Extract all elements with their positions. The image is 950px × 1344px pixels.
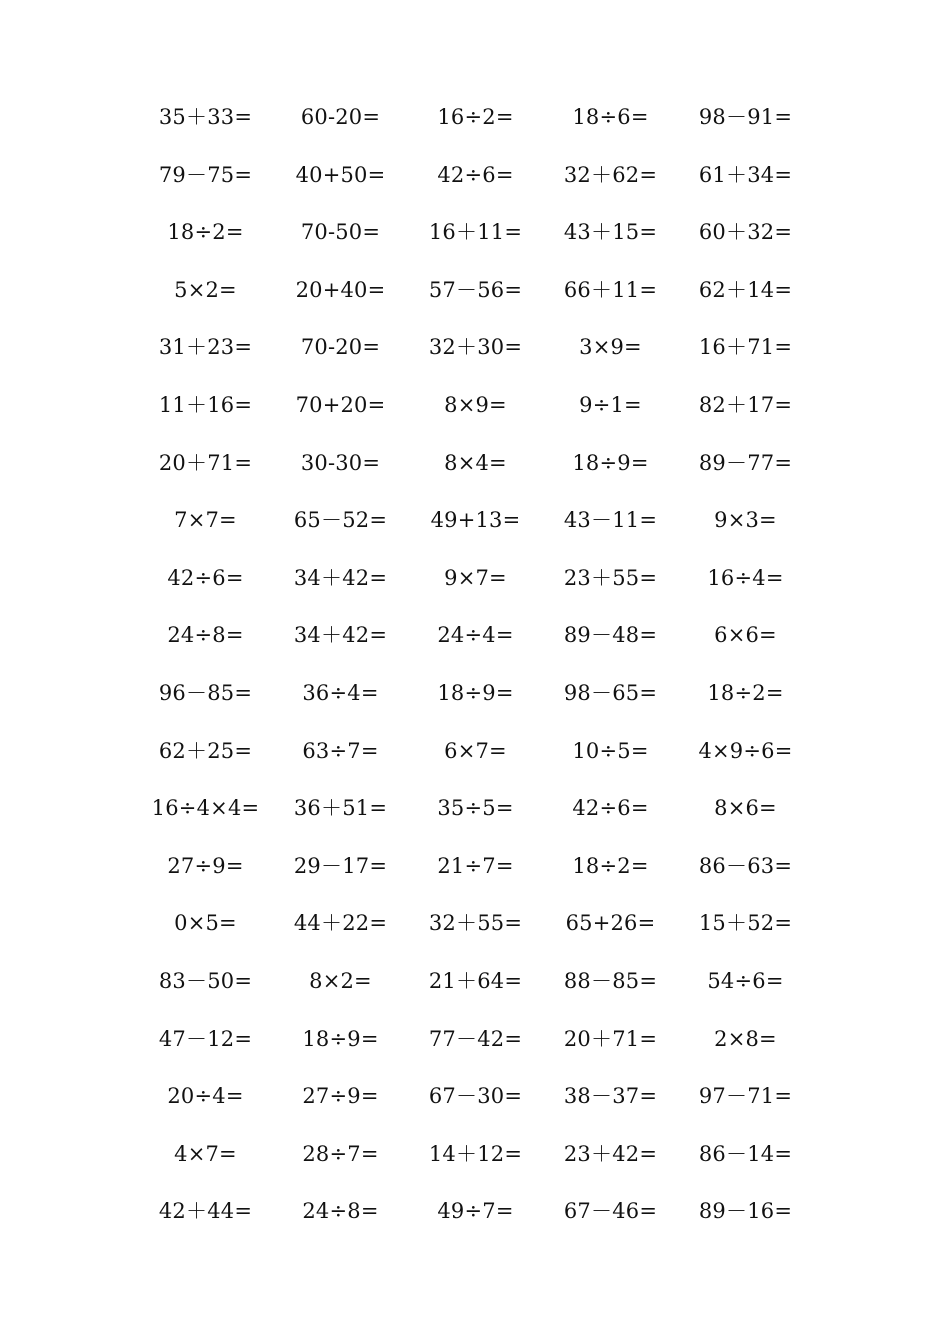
problem-row	[138, 550, 813, 608]
math-problem: 83－50=	[158, 968, 253, 993]
math-problem: 43－11=	[563, 508, 658, 533]
math-problem: 70+20=	[295, 392, 386, 417]
problem-row	[138, 953, 813, 1011]
math-problem: 54÷6=	[707, 968, 784, 993]
math-problem: 18÷9=	[572, 450, 649, 475]
math-problem: 8×4=	[444, 450, 507, 475]
problem-row	[138, 780, 813, 838]
math-problem: 10÷5=	[572, 738, 649, 763]
math-problem: 18÷9=	[302, 1026, 379, 1051]
math-problem: 16÷4=	[707, 565, 784, 590]
math-problem: 89－48=	[563, 623, 658, 648]
math-problem: 67－46=	[563, 1199, 658, 1224]
math-problem: 35＋33=	[158, 105, 253, 129]
math-problem: 43＋15=	[563, 220, 658, 245]
problem-row	[138, 1011, 813, 1069]
math-problem: 65－52=	[293, 508, 388, 533]
math-problem: 66＋11=	[563, 277, 658, 302]
problem-row	[138, 377, 813, 435]
problem-row	[138, 319, 813, 377]
math-problem: 32＋62=	[563, 162, 658, 187]
math-problem: 67－30=	[428, 1084, 523, 1109]
math-problem: 61＋34=	[698, 162, 793, 187]
math-problem: 36÷4=	[302, 680, 379, 705]
math-problem: 42÷6=	[167, 565, 244, 590]
math-problem: 34＋42=	[293, 623, 388, 648]
math-problem: 4×9÷6=	[698, 738, 793, 763]
math-problem: 70-50=	[300, 220, 381, 245]
math-problem: 18÷2=	[707, 680, 784, 705]
math-problem: 18÷9=	[437, 680, 514, 705]
math-problem: 42＋44=	[158, 1199, 253, 1224]
problem-row	[138, 147, 813, 205]
math-problem: 63÷7=	[302, 738, 379, 763]
math-problem: 32＋55=	[428, 911, 523, 936]
problem-row	[138, 838, 813, 896]
math-problem: 27÷9=	[167, 853, 244, 878]
math-problem: 47－12=	[158, 1026, 253, 1051]
math-problem: 70-20=	[300, 335, 381, 360]
math-problem: 24÷8=	[302, 1199, 379, 1224]
math-problem: 11＋16=	[158, 392, 253, 417]
math-problem: 3×9=	[579, 335, 642, 360]
problem-row	[138, 895, 813, 953]
math-problem: 35÷5=	[437, 796, 514, 821]
problem-row	[138, 492, 813, 550]
math-problem: 7×7=	[174, 508, 237, 533]
math-problem: 20＋71=	[158, 450, 253, 475]
math-problem: 9×7=	[444, 565, 507, 590]
math-problem: 21＋64=	[428, 968, 523, 993]
math-problem: 62＋14=	[698, 277, 793, 302]
problem-row	[138, 1068, 813, 1126]
math-problem: 62＋25=	[158, 738, 253, 763]
math-problem: 30-30=	[300, 450, 381, 475]
math-problem: 98－65=	[563, 680, 658, 705]
math-problem: 88－85=	[563, 968, 658, 993]
math-problem: 40+50=	[295, 162, 386, 187]
math-problem: 16÷4×4=	[151, 796, 260, 821]
math-problem: 32＋30=	[428, 335, 523, 360]
math-problem: 89－77=	[698, 450, 793, 475]
math-problem: 6×7=	[444, 738, 507, 763]
problem-row	[138, 607, 813, 665]
math-problem: 34＋42=	[293, 565, 388, 590]
math-problem: 27÷9=	[302, 1084, 379, 1109]
math-problem: 20+40=	[295, 277, 386, 302]
math-problem: 96－85=	[158, 680, 253, 705]
math-problem: 6×6=	[714, 623, 777, 648]
problem-row	[138, 204, 813, 262]
problem-row	[138, 665, 813, 723]
math-problem: 77－42=	[428, 1026, 523, 1051]
math-problem: 38－37=	[563, 1084, 658, 1109]
math-problem: 16＋71=	[698, 335, 793, 360]
math-problem: 89－16=	[698, 1199, 793, 1224]
problem-row	[138, 1183, 813, 1241]
math-problem: 5×2=	[174, 277, 237, 302]
math-problem: 97－71=	[698, 1084, 793, 1109]
math-problem: 49÷7=	[437, 1199, 514, 1224]
problem-row	[138, 1126, 813, 1184]
math-problem: 16＋11=	[428, 220, 523, 245]
math-problem: 44＋22=	[293, 911, 388, 936]
math-problem: 2×8=	[714, 1026, 777, 1051]
math-problem: 4×7=	[174, 1141, 237, 1166]
math-problem: 65+26=	[565, 911, 656, 936]
math-problem: 20÷4=	[167, 1084, 244, 1109]
math-problem: 9÷1=	[579, 392, 642, 417]
problem-row	[138, 262, 813, 320]
math-problem: 31＋23=	[158, 335, 253, 360]
math-problem: 57－56=	[428, 277, 523, 302]
math-problem: 86－63=	[698, 853, 793, 878]
math-problem: 36＋51=	[293, 796, 388, 821]
math-problem: 42÷6=	[572, 796, 649, 821]
math-problem: 15＋52=	[698, 911, 793, 936]
math-problem: 98－91=	[698, 105, 793, 129]
math-problem: 86－14=	[698, 1141, 793, 1166]
math-problem: 18÷2=	[572, 853, 649, 878]
problem-row	[138, 435, 813, 493]
math-problem: 16÷2=	[437, 105, 514, 129]
math-problem: 28÷7=	[302, 1141, 379, 1166]
math-problem: 0×5=	[174, 911, 237, 936]
math-problem: 14＋12=	[428, 1141, 523, 1166]
math-problem: 8×6=	[714, 796, 777, 821]
math-problem: 23＋55=	[563, 565, 658, 590]
math-problem: 20＋71=	[563, 1026, 658, 1051]
math-problem: 8×2=	[309, 968, 372, 993]
problem-row	[138, 723, 813, 781]
math-problem: 60＋32=	[698, 220, 793, 245]
math-problem: 42÷6=	[437, 162, 514, 187]
math-problem: 8×9=	[444, 392, 507, 417]
math-problem: 24÷4=	[437, 623, 514, 648]
problem-row	[138, 89, 813, 147]
math-problem: 24÷8=	[167, 623, 244, 648]
math-problem: 18÷2=	[167, 220, 244, 245]
math-problem: 29－17=	[293, 853, 388, 878]
math-problem: 49+13=	[430, 508, 521, 533]
math-problem: 79－75=	[158, 162, 253, 187]
math-problem: 18÷6=	[572, 105, 649, 129]
arithmetic-worksheet	[138, 89, 813, 1241]
math-problem: 60-20=	[300, 105, 381, 129]
math-problem: 9×3=	[714, 508, 777, 533]
math-problem: 21÷7=	[437, 853, 514, 878]
math-problem: 82＋17=	[698, 392, 793, 417]
math-problem: 23＋42=	[563, 1141, 658, 1166]
